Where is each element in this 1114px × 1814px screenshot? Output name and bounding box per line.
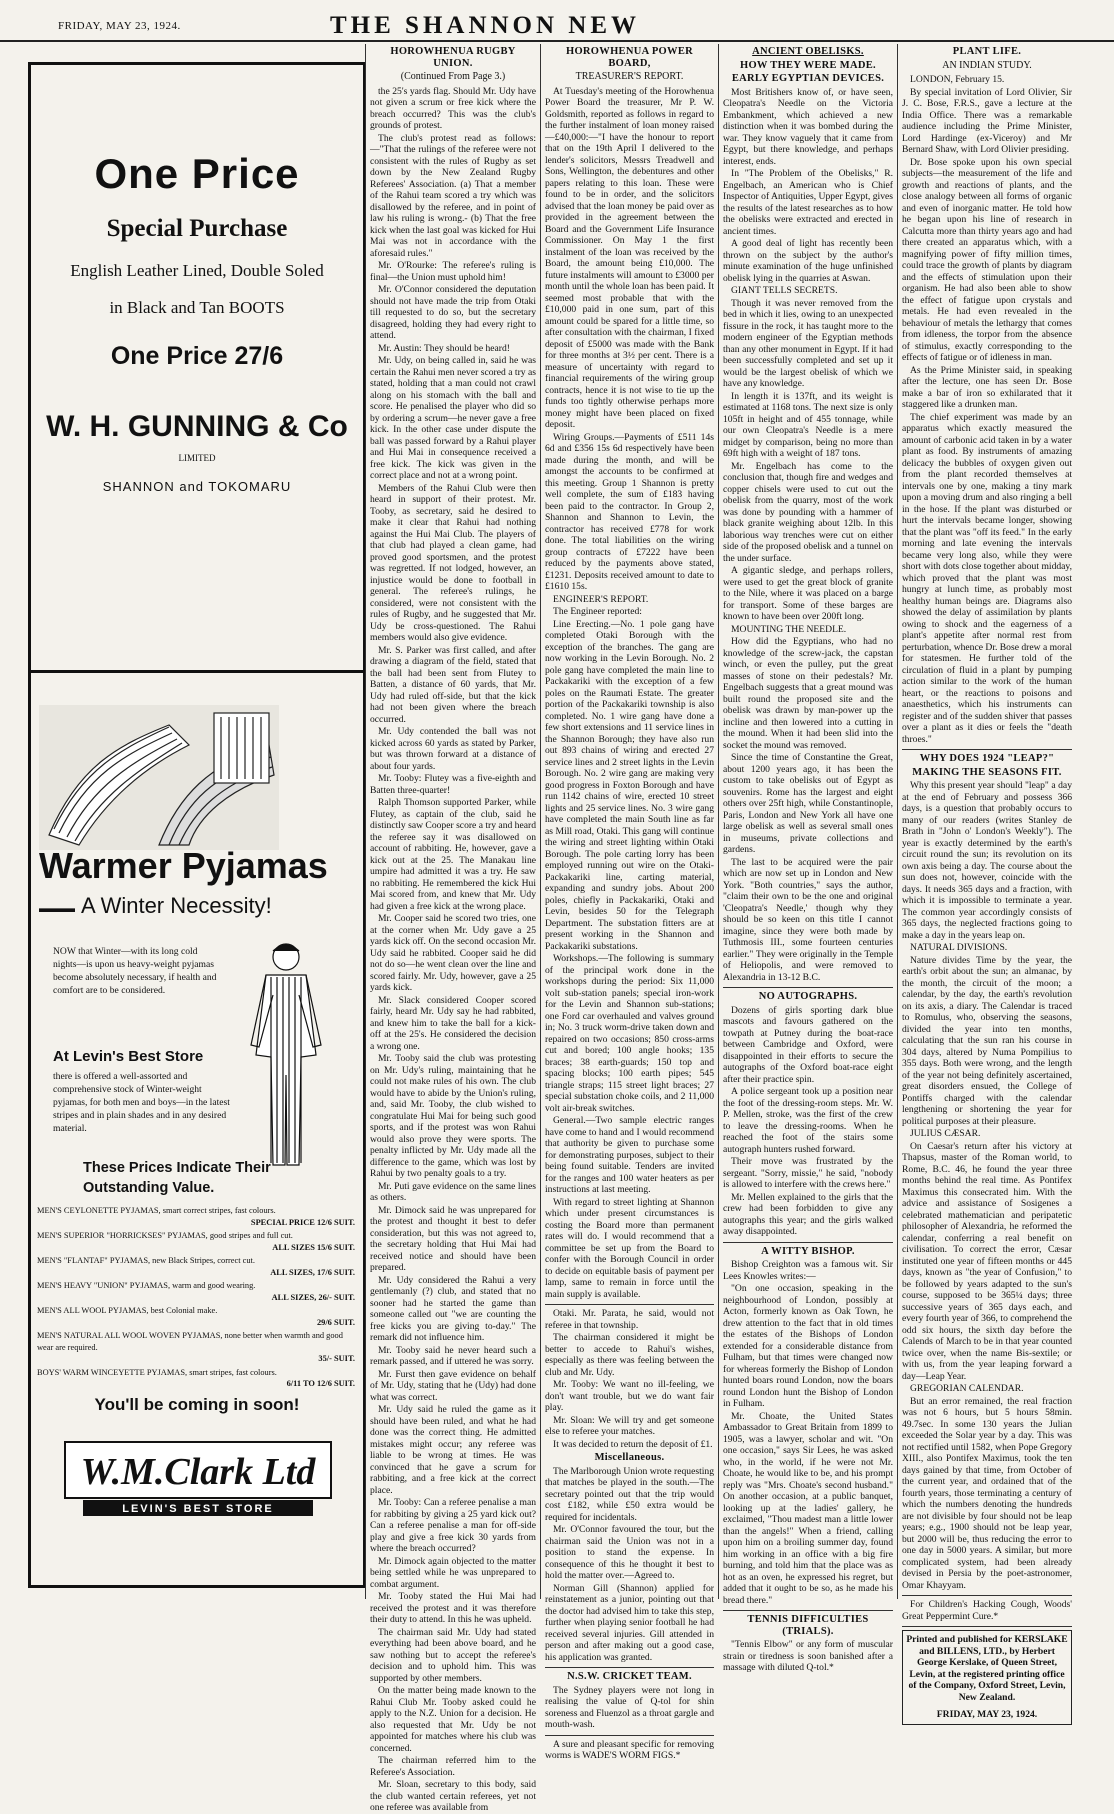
ad-levins-heading: At Levin's Best Store	[53, 1048, 204, 1065]
paragraph: Members of the Rahui Club were then heard in support of their protest. Mr. Tooby, as secretary, said he desired to make it clear that Rahui had nothing against the Hui Mai Club. The players of that club had played a clean game, had proved good sportsmen, and the protest was regretted. If not lodged, however, an injustice would be done to football in general. The referee's rulings, he considered, were not consistent with the rules of Rugby, and he suggested that Mr. Udy be cross-questioned. The Rahui members would also give evidence.	[370, 482, 536, 643]
article-heading: A WITTY BISHOP.	[761, 1245, 855, 1257]
paragraph: "Tennis Elbow" or any form of muscular strain or tiredness is soon banished after a massage with diluted Q-tol.*	[723, 1639, 893, 1673]
imprint-date: FRIDAY, MAY 23, 1924.	[936, 1709, 1038, 1720]
separator	[545, 1667, 714, 1668]
paragraph: It was decided to return the deposit of £1.	[553, 1438, 713, 1450]
paragraph: In "The Problem of the Obelisks," R. Engelbach, an American who is Chief Inspector of Antiquities, Upper Egypt, gives the results of the latest researches as to how the obelisks were extracted and erected in ancient times.	[723, 168, 893, 237]
paragraph: But an error remained, the real fraction was not 6 hours, but 5 hours 58min. 49.7sec. In some 130 years the Julian exceeded the Solar year by a day. This was not rectified until 1582, when Pope Gregory XIII., also Pontifex Maximus, took the ten days gained by that time, from October of the current year, and ordained that of the fourth years, those terminating a century of which the numbers denoting the hundreds are not divisible by four should not be leap years; e.g., 1900 should not be leap year, but 2000 will be, thus reducing the error to one day in 5000 years. A similar, but more complicated system, had been already devised in Persia by the poet-astronomer, Omar Khayyam.	[902, 1395, 1072, 1591]
printers-imprint	[902, 1630, 1072, 1725]
paragraph: How did the Egyptians, who had no knowledge of the screw-jack, the capstan winch, or even the pulley, put the great masses of stone on their pedestals? Mr. Engelbach suggests that a great mound was built round the proposed site and the obelisk was drawn by man-power up the incline and then lowered into a cutting in the mound. When it had been slid into the socket the mound was removed.	[723, 636, 893, 751]
list-item: MEN'S CEYLONETTE PYJAMAS, smart correct stripes, fast colours. SPECIAL PRICE 12/6 SUIT.	[37, 1206, 355, 1227]
svg-text:LEVIN'S BEST STORE: LEVIN'S BEST STORE	[122, 1503, 274, 1515]
article-body	[545, 1466, 714, 1664]
paragraph: Dr. Bose spoke upon his own special subjects—the measurement of the life and growth and reactions of plants, and the close analogy between all forms of organic and even of inorganic matter. He told how he began upon his line of research in Calcutta more than thirty years ago and had there created an apparatus which, with a magnifying power of fifty million times, could trace the growth of plants by diagram and the effects of stimulation upon their organism. He had also been able to show the effect of fatigue upon crystals and metals. He had even revealed in the behaviour of metals the lethargy that comes from idleness, the torpor from the absence of stimulus, exactly corresponding to the effects of fatigue or of idleness in man.	[902, 156, 1072, 363]
paragraph: At Tuesday's meeting of the Horowhenua Power Board the treasurer, Mr P. W. Goldsmith, reported as follows in regard to the further instalment of loan money raised—£40,000:—"I have the honour to report that on the 19th April I delivered to the lender's solicitors, Messrs Treadwell and Sons, Wellington, the debentures and other papers relating to this loan. These were found to be in order, and the solicitors advised that the loan money be paid over as provided in the agreement between the Board and the Government Life Insurance Commissioner. On May 1 the first instalment of the loan was received by the Board, the amount being £10,000. The future instalments will amount to £3000 per month until the whole loan has been paid. It seemed most probable that with the £10,000 paid in one sum, part of this amount could be spared for a little time, so after consultation with the chairman, I fixed deposit of £5000 was made with the Bank for three months at 3½ per cent. There is a measure of uncertainty with regard to financial requirements of the wiring group contracts, hence it is not wise to tie up the funds too tightly otherwise perhaps more money might have been placed on fixed deposit.	[545, 85, 714, 430]
separator	[902, 1595, 1072, 1596]
separator	[902, 1626, 1072, 1627]
paragraph: General.—Two sample electric ranges have come to hand and I would recommend that authority be given to purchase some for demonstrating purposes, subject to their being found suitable. Tenders are invited for the ranges and 100 water heaters as per instructions at last meeting.	[545, 1115, 714, 1195]
paragraph: The club's protest read as follows:—"That the rulings of the referee were not consistent with the rules of Rugby as set down by the New Zealand Rugby Referees' Association. (a) That a member of the Rahui team scored a try which was disallowed by the referee, and in point of law his ruling is wrong.- (b) That the free kick when the last goal was kicked for Hui Mai was not in accordance with the aforesaid rules."	[370, 132, 536, 259]
continued-note: (Continued From Page 3.)	[400, 71, 506, 82]
paragraph: GREGORIAN CALENDAR.	[910, 1383, 1024, 1394]
article-heading: PLANT LIFE.	[952, 46, 1022, 57]
ad-towns: SHANNON and TOKOMARU	[102, 479, 292, 494]
paragraph: Mr. Tooby said he never heard such a remark passed, and if uttered he was sorry.	[370, 1344, 536, 1367]
paragraph: Mr. Austin: They should be heard!	[378, 342, 510, 354]
paragraph: A police sergeant took up a position near the foot of the dressing-room steps. Mr. W. P. Mellen, stroke, was the first of the crew to leave the dressing-rooms. When he reached the foot of the stairs some autograph hunters rushed forward.	[723, 1086, 893, 1155]
paragraph: Mr. O'Connor favoured the tour, but the chairman said the Union was not in a position to stand the expense. In consequence of this he thought it best to hold the matter over.—Agreed to.	[545, 1524, 714, 1581]
paragraph: On the matter being made known to the Rahui Club Mr. Tooby asked could he apply to the N.Z. Union for a decision. He also requested that Mr. Udy be not appointed for matches where his club was concerned.	[370, 1685, 536, 1754]
paragraph: Dozens of girls sporting dark blue mascots and favours gathered on the towpath at Putney during the boat-race between Cambridge and Oxford, were disappointed in their efforts to secure the autographs of the Oxford boat-race eight after their practice spin.	[723, 1004, 893, 1085]
paragraph: With regard to street lighting at Shannon which under present circumstances is costing the Board more than permanent rates will do. I would recommend that a committee be set up from the Board to confer with the Borough Council in order to decide on equitable basis of payment per lamp, same to remain in force until the main supply is available.	[545, 1196, 714, 1300]
column-rule	[897, 44, 898, 1599]
paragraph: Mr. Tooby: Can a referee penalise a man for rabbiting by giving a 25 yard kick out? Can a referee penalise a man for off-side play and give a free kick 30 yards from where the breach occurred?	[370, 1497, 536, 1554]
article-body	[723, 1259, 893, 1606]
ad-one-price: One Price	[94, 150, 300, 197]
paragraph: By special invitation of Lord Olivier, Sir J. C. Bose, F.R.S., gave a lecture at the India Office. There was a remarkable audience including the Prime Minister, Lord Hardinge (ex-Viceroy) and Mr Bernard Shaw, with Lord Olivier presiding.	[902, 86, 1072, 155]
paragraph: Mr. Puti gave evidence on the same lines as others.	[370, 1180, 536, 1203]
masthead	[0, 0, 1114, 42]
ad-levins-body: there is offered a well-assorted and comprehensive stock of Winter-weight pyjamas, for both men and boys—in the latest stripes and in plain shades and in any desired material.	[53, 1071, 230, 1134]
list-item: MEN'S ALL WOOL PYJAMAS, best Colonial make. 29/6 SUIT.	[37, 1306, 355, 1327]
separator	[723, 1242, 893, 1243]
separator	[723, 1610, 893, 1611]
paragraph: Nature divides Time by the year, the earth's orbit about the sun; an almanac, by the month, the circuit of the moon; a calendar, by the day, the earth's revolution on its axis, a diary. The Calendar is traced to Romulus, who, observing the seasons, divided the year into ten months, calculating that the sun ran his course in 304 days, altered by Numa Pompilius to 355 days. Both were wrong, and the length of the year not being definitely ascertained, great disorders ensued, the College of Pontiffs charged with the calendar lengthening or shortening the year for political purposes at their pleasure.	[902, 954, 1072, 1127]
paragraph: Mr. Udy, on being called in, said he was certain the Rahui men never scored a try as stated, holding that a man could not crawl along on his stomach with the ball and score. He penalised the player who did so by ordering a scrum—he never gave a free kick. In the other case under dispute the ball was passed forward by a Rahui player and Hui Mai in consequence received a free kick. The kick was given in the correct place and not at a wrong point.	[370, 355, 536, 481]
paragraph: In length it is 137ft, and its weight is estimated at 1168 tons. The next size is only 105ft in height and of 455 tonnage, while our own Cleopatra's Needle is a mere midget by comparison, being no more than 69ft high with a weight of 187 tons.	[723, 390, 893, 459]
separator	[545, 1735, 714, 1736]
article-heading: NO AUTOGRAPHS.	[758, 991, 858, 1002]
ad-price-list	[37, 1205, 355, 1392]
cough-cure-advert: For Children's Hacking Cough, Woods' Great Peppermint Cure.*	[902, 1599, 1072, 1622]
article-heading: HOROWHENUA RUGBY UNION.	[390, 46, 516, 69]
advertisement-panel	[28, 62, 366, 1588]
paragraph: Mr. Dimock again objected to the matter being settled while he was unprepared to combat argument.	[370, 1555, 536, 1590]
boots-advert	[31, 65, 363, 640]
ad-special-purchase: Special Purchase	[106, 215, 288, 242]
article-subheading: EARLY EGYPTIAN DEVICES.	[731, 73, 885, 84]
paragraph: The Sydney players were not long in realising the value of Q-tol for shin soreness and Fluenzol as a throat gargle and mouth-wash.	[545, 1684, 714, 1730]
paragraph: The chief experiment was made by an apparatus which exactly measured the amount of carbonic acid taken in by a water plant as food. By instruments of amazing delicacy the bubbles of oxygen given out from the plant recorded themselves at intervals one by one, making a tiny mark upon a moving drum and also ringing a bell in the hose. If the plant was disturbed or hurt the intervals became longer, showing that the plant was "off its feed." In the early morning and late evening the intervals became very long also, while they were short with dots close together about midday, which proved that the plant was most hungry at lunch time, as probably most healthy human beings are. Diagrams also showed the delay of assimilation by plants owing to shock and the eagerness of a plant's appetite after normal rest from perturbation, whence Dr. Bose drew a moral for statesmen. He further told of the circulation of fluid in a plant by pumping action similar to the work of the human heart, or the reactions to poisons and anaesthetics, which his instruments can register and of the sudden shiver that passes over a plant as it dies or feels the "death throes."	[902, 411, 1072, 745]
paragraph: Norman Gill (Shannon) applied for reinstatement as a junior, pointing out that the doctor had advised him to take this step, further when playing senior football he had received several injuries. Gill attended in person and after making out a good case, his application was granted.	[545, 1582, 714, 1663]
paragraph: MOUNTING THE NEEDLE.	[731, 623, 847, 635]
paragraph: "On one occasion, speaking in the neighbourhood of London, possibly at Acton, formerly known as Oak Town, he drew attention to the fact that in old times the estates of the Bishops of London extended for a considerable distance from Fulham, but that times were changed now for whereas formerly the Bishop of London hunted boars round London, now the boars round London hunt the Bishop of London in Fulham.	[723, 1283, 893, 1409]
paragraph: Why this present year should "leap" a day at the end of February and possess 366 days, is a question that probably occurs to many of our readers (writes Stanley de Brath in "John o' London's Weekly"). The year is exactly determined by the earth's circuit round the sun; its revolution on its own axis being a day. The course about the sun does not, however, coincide with the days. It needs 365 days and a fraction, with which it is impossible to terminate a year. The common year accordingly consists of 365 days, the neglected fractions going to make a day in the years leap on.	[902, 780, 1072, 941]
article-subheading: MAKING THE SEASONS FIT.	[912, 766, 1062, 778]
ad-winter-necessity: A Winter Necessity!	[81, 893, 272, 918]
ad-prices-heading: These Prices Indicate Their Outstanding Value.	[83, 1160, 271, 1196]
article-body	[545, 1308, 714, 1450]
article-heading: N.S.W. CRICKET TEAM.	[567, 1671, 692, 1682]
paragraph: Mr. Tooby: Flutey was a five-eighth and Batten three-quarter!	[370, 773, 536, 796]
article-body	[545, 86, 714, 1301]
paragraph: Mr. Engelbach has come to the conclusion that, though fire and wedges and copper chisels were used to cut out the obelisk from the quarry, most of the work was done by pounding with a hammer of black granite weighing about 12lb. In this laborious way trenches were cut on either side of the proposed obelisk and a tunnel on the under surface.	[723, 460, 893, 564]
list-item: BOYS' WARM WINCEYETTE PYJAMAS, smart stripes, fast colours. 6/11 TO 12/6 SUIT.	[37, 1367, 355, 1388]
article-body	[902, 74, 1072, 745]
ad-limited: LIMITED	[178, 453, 216, 463]
column-power-board	[545, 44, 714, 1761]
paragraph: The Marlborough Union wrote requesting that matches be played in the south.—The secretary pointed out that the trip would cost £182, while £50 extra would be required for incidentals.	[545, 1465, 714, 1523]
paragraph: Mr. Choate, the United States Ambassador to Great Britain from 1899 to 1905, was a lawyer, scholar and wit. "On one occasion," says Sir Lees, he was asked who, in the world, if he were not Mr. Choate, he would like to be, and his prompt reply was "Mrs. Choate's second husband." On another occasion, at a public banquet, looking up at the ladies' gallery, he exclaimed, "Thou madest man a little lower than the angels!" When a friend, calling upon him on a broiling summer day, found him working in an office with a big fire burning, and told him that the place was as hot as an oven, he expressed his regret, but added that it ought to be so, as he made his bread there."	[723, 1410, 893, 1606]
paragraph: Mr. Furst then gave evidence on behalf of Mr. Udy, stating that he (Udy) had done what was correct.	[370, 1368, 536, 1403]
separator	[545, 1304, 714, 1305]
paragraph: Their move was frustrated by the sergeant. "Sorry, missie," he said, "nobody is allowed to interfere with the crews here."	[723, 1156, 893, 1190]
paragraph: The Engineer reported:	[553, 606, 642, 617]
paragraph: Mr. Tooby stated the Hui Mai had received the protest and it was therefore their duty to attend. In this he was upheld.	[370, 1591, 536, 1625]
list-item: MEN'S "FLANTAF" PYJAMAS, new Black Stripes, correct cut. ALL SIZES, 17/6 SUIT.	[37, 1256, 355, 1277]
paragraph: Mr. Slack considered Cooper scored fairly, heard Mr. Udy say he had rabbited, and knew him to take the ball for a kick-off at the 25's. He considered the decision a wrong one.	[370, 994, 536, 1052]
paragraph: JULIUS CÆSAR.	[910, 1128, 981, 1139]
paragraph: Mr. Sloan, secretary to this body, said the club wanted certain referees, yet not one referee was available from	[370, 1779, 536, 1813]
article-body	[723, 1005, 893, 1238]
paragraph: Mr. Udy considered the Rahui a very gentlemanly (?) club, and stated that no sooner had he started the game than someone called out "we are counting the free kicks you are giving to-day." The remark did not influence him.	[370, 1274, 536, 1343]
article-body	[723, 1639, 893, 1674]
issue-date: FRIDAY, MAY 23, 1924.	[58, 20, 181, 32]
ad-price-line: One Price 27/6	[110, 342, 284, 370]
article-subheading: AN INDIAN STUDY.	[942, 59, 1032, 71]
paragraph: ENGINEER'S REPORT.	[553, 593, 649, 605]
article-heading: TENNIS DIFFICULTIES (TRIALS).	[747, 1614, 869, 1637]
ad-intro-text: NOW that Winter—with its long cold nights—is upon us heavy-weight pyjamas become absolutely necessary, if health and comfort are to be considered.	[53, 946, 217, 996]
bottom-advert: A sure and pleasant specific for removing worms is WADE'S WORM FIGS.*	[545, 1738, 714, 1761]
paragraph: Line Erecting.—No. 1 pole gang have completed Otaki Borough with the exception of the branches. The gang are now working in the Levin Borough. No. 2 pole gang have completed the main line to Packakariki with the exception of a few poles on the Raumati Estate. The greater portion of the Packakariki township is also completed. No. 1 wire gang have done a few short extensions and 11 service lines in the Shannon Borough; they have also run out 893 chains of wiring and erected 27 service lines and 2 street lights in the Levin Borough. No. 2 wire gang are making very good progress in Foxton Borough and have run 1142 chains of wire, erected 10 street lights and 25 service lines. No. 3 wire gang have completed the main South line as far as Mill road, Otaki. This gang will continue the wiring and street lighting within Otaki Borough. The pole carting lorry has been employed running out wire on the Otaki-Packakariki line, carting material, expanding and sundry jobs. About 200 poles, chiefly in Packakariki, Otaki and Levin, besides 50 for the Telegraph Department. The substation fitters are at present working in the Shannon and Packakariki substations.	[545, 618, 714, 952]
paragraph: As the Prime Minister said, in speaking after the lecture, one has seen Dr. Bose make a bar of iron so exhilarated that it staggered like a drunken man.	[902, 364, 1072, 410]
ad-boots-line: in Black and Tan BOOTS	[109, 298, 285, 317]
paragraph: The last to be acquired were the pair which are now set up in London and New York. "Both countries," says the author, "claim their own to be the one and original 'Cleopatra's Needle,' though why they should be so keen on this title I cannot imagine, since they were both made by Tuthmosis III., some fourteen centuries earlier." They were originally in the Temple of Heliopolis, and were removed to Alexandria in 13-12 B.C.	[723, 856, 893, 983]
paragraph: GIANT TELLS SECRETS.	[731, 285, 838, 296]
pyjama-fabric-illustration	[39, 705, 279, 850]
article-body	[723, 87, 893, 984]
ad-warmer-pyjamas: Warmer Pyjamas—	[39, 845, 328, 928]
paragraph: Workshops.—The following is summary of the principal work done in the workshops during the period: Six 11,000 volt sub-station panels; special iron-work for the Levin and Shannon sub-stations; one Ford car overhauled and valves ground in; No. 3 truck worm-drive taken down and repaired on two occasions; 850 cross-arms cut and bored; 100 angle hooks; 135 braces; 38 earth-guards; 150 top and spacing blocks; 100 earth pipes; 545 triangle straps; 115 street light braces; 27 special substation choke coils, and 2 11,000 volt air-break switches.	[545, 953, 714, 1114]
article-heading: HOROWHENUA POWER BOARD,	[565, 46, 694, 69]
paragraph: Though it was never removed from the bed in which it lies, owing to an unexpected fissure in the rock, it has taught more to the modern engineer of the Egyptian methods than any other monument in Egypt. If it had been successfully completed and set up it would be the largest obelisk of which we have any knowledge.	[723, 297, 893, 389]
paragraph: Since the time of Constantine the Great, about 1200 years ago, it has been the custom to take obelisks out of Egypt as souvenirs. Rome has the largest and eight others over 25ft high, while Constantinople, Paris, London and New York all have one large obelisk as well as several small ones in museums, private collections and gardens.	[723, 752, 893, 855]
ad-leather-line: English Leather Lined, Double Soled	[70, 261, 324, 280]
paragraph: A good deal of light has recently been thrown on the subject by the author's minute examination of the huge unfinished obelisk lying in the quarries at Aswan.	[723, 238, 893, 284]
section-heading: Miscellaneous.	[594, 1452, 665, 1463]
paragraph: The chairman said Mr. Udy had stated everything had been above board, and he saw nothing but to accept the referee's decision and to uphold him. This was supported by other members.	[370, 1626, 536, 1684]
paragraph: the 25's yards flag. Should Mr. Udy have not given a scrum or free kick where the breach occurred? This was the club's grounds of protest.	[370, 85, 536, 131]
article-heading: ANCIENT OBELISKS.	[752, 46, 864, 57]
paragraph: NATURAL DIVISIONS.	[910, 942, 1008, 953]
paragraph: Otaki. Mr. Parata, he said, would not referee in that township.	[545, 1308, 714, 1331]
paragraph: The chairman considered it might be better to accede to Rahui's wishes, especially as there was feeling between the club and Mr. Udy.	[545, 1332, 714, 1378]
paragraph: The chairman referred him to the Referee's Association.	[370, 1755, 536, 1778]
paragraph: Mr. Dimock said he was unprepared for the protest and thought it best to defer consideration, but this was not agreed to, the secretary holding that Hui Mai had received notice and should have been prepared.	[370, 1204, 536, 1273]
paragraph: Wiring Groups.—Payments of £511 14s 6d and £356 15s 6d respectively have been made during the month, and will be amongst the accounts to be confirmed at this meeting. Group 1 Shannon is pretty well complete, the sum of £183 having been paid to the contractor. In Group 2, Shannon and Shannon to Levin, the contractor has received £778 for work done. The total liabilities on the wiring group contracts of £7222 have been reduced by the payments above stated, £1231. Deposits received amount to date to £1610 15s.	[545, 431, 714, 592]
column-rule	[540, 44, 541, 1599]
column-rule	[365, 44, 366, 1599]
paragraph: Mr. O'Connor considered the deputation should not have made the trip from Otaki till requested to do so, but the secretary disagreed, holding they had every right to attend.	[370, 284, 536, 341]
ad-coming-soon: You'll be coming in soon!	[94, 1395, 300, 1414]
article-body	[370, 86, 536, 1814]
article-subheading: TREASURER'S REPORT.	[575, 71, 684, 82]
column-rugby-union	[370, 44, 536, 1813]
separator	[902, 749, 1072, 750]
paragraph: Mr. Tooby said the club was protesting on Mr. Udy's ruling, maintaining that he could not make rules of his own. The club would have to abide by the Union's ruling, and, said Mr. Tooby, the club wished to congratulate Hui Mai for being such good sports, and if the protest was won Rahui would also prove they were sports. The penalty inflicted by Mr. Udy made all the difference to the game, which was lost by Rahui by two penalty goals to a try.	[370, 1053, 536, 1179]
paragraph: Mr. Sloan: We will try and get someone else to referee your matches.	[545, 1414, 714, 1437]
column-obelisks	[723, 44, 893, 1673]
ad-firm-name: W. H. GUNNING & Co	[46, 410, 348, 443]
svg-text:W.M.Clark Ltd: W.M.Clark Ltd	[80, 1451, 316, 1493]
paragraph: Ralph Thomson supported Parker, while Flutey, as captain of the club, said he distinctly saw Cooper score a try and heard the referee say it was disallowed on account of rabbiting. He, however, gave a kick out at the 25. The Manakau line umpire had admitted it was a try. He saw no rabbiting. He remembered the kick Hui Mai scored from, and knew that Mr. Udy had given a free kick at the wrong place.	[370, 797, 536, 912]
ad-divider	[31, 670, 363, 673]
separator	[723, 987, 893, 988]
paragraph: Mr. S. Parker was first called, and after drawing a diagram of the field, stated that the ball had been sent from Flutey to Batten, a distance of 60 yards, that Mr. Udy had ruled off-side, but that the kick had not been given where the breach occurred.	[370, 644, 536, 725]
list-item: MEN'S NATURAL ALL WOOL WOVEN PYJAMAS, none better when warmth and good wear are required. 35/- SUIT.	[37, 1331, 355, 1363]
paragraph: Bishop Creighton was a famous wit. Sir Lees Knowles writes:—	[723, 1259, 893, 1282]
list-item: MEN'S HEAVY "UNION" PYJAMAS, warm and good wearing. ALL SIZES, 26/- SUIT.	[37, 1281, 355, 1302]
paragraph: Mr. Mellen explained to the girls that the crew had been forbidden to give any autographs this year; and the girls walked away disappointed.	[723, 1191, 893, 1237]
article-body	[902, 780, 1072, 1591]
newspaper-title: THE SHANNON NEW	[330, 12, 641, 39]
paragraph: Most Britishers know of, or have seen, Cleopatra's Needle on the Victoria Embankment, which achieved a new distinction when it was bombed during the war. They know vaguely that it came from Egypt, but there knowledge, and perhaps interest, ends.	[723, 86, 893, 167]
clark-store-logo	[63, 1440, 333, 1520]
paragraph: On Caesar's return after his victory at Thapsus, master of the Roman world, to Rome, B.C. 46, he found the year three months behind the real time. As Pontifex Maximus this consecrated him. With the advice and assistance of Sosigenes a celebrated mathematician and peripatetic philosopher of Alexandria, he reformed the calendar, conferring a real benefit on civilisation. To correct the error, Cæsar instituted one year of fifteen months or 445 days, known as "the year of Confusion," to be followed by years adapted to the sun's course, supposed to be 365¼ days; three successive years of 365 days each, and every fourth year of 366, to comprehend the odd six hours, the sixth day before the Calends of March to be in that year counted twice over, when the name Bis-sextile; or with us, from the year leaping forward a day—Leap Year.	[902, 1140, 1072, 1382]
article-body	[545, 1685, 714, 1731]
paragraph: Mr. Tooby: We want no ill-feeling, we don't want trouble, but we do want fair play.	[545, 1379, 714, 1413]
paragraph: Mr. Cooper said he scored two tries, one at the corner when Mr. Udy gave a 25 yards kick off. On the second occasion Mr. Udy said he rabbited. Cooper said he did not do so—he went clean over the line and scored fairly. Mr. Udy, however, gave a 25 yards kick.	[370, 913, 536, 993]
imprint-text: Printed and published for KERSLAKE and BILLENS, LTD., by Herbert George Kerslake, of Queen Street, Levin, at the registered printing office of the Company, Oxford Street, Levin, New Zealand.	[906, 1634, 1068, 1703]
paragraph: Mr. Udy said he ruled the game as it should have been ruled, and what he had done was the correct thing. He admitted mistakes might occur; any referee was liable to be wrong at times. He was convinced that he gave a scrum for rabbiting, and a free kick at the correct place.	[370, 1404, 536, 1496]
man-in-pyjamas-illustration	[231, 935, 341, 1175]
paragraph: LONDON, February 15.	[910, 74, 1005, 85]
column-plant-life	[902, 44, 1072, 1720]
paragraph: A gigantic sledge, and perhaps rollers, were used to get the great block of granite to the Nile, where it was placed on a barge for transport. Some of these barges are known to have been over 200ft long.	[723, 565, 893, 622]
paragraph: Mr. Udy contended the ball was not kicked across 60 yards as stated by Parker, but was thrown forward at a distance of about four yards.	[370, 726, 536, 772]
article-heading: WHY DOES 1924 "LEAP?"	[919, 753, 1055, 764]
list-item: MEN'S SUPERIOR "HORRICKSES" PYJAMAS, good stripes and full cut. ALL SIZES 15/6 SUIT.	[37, 1231, 355, 1252]
paragraph: Mr. O'Rourke: The referee's ruling is final—the Union must uphold him!	[370, 260, 536, 283]
article-subheading: HOW THEY WERE MADE.	[739, 59, 876, 71]
column-rule	[718, 44, 719, 1599]
